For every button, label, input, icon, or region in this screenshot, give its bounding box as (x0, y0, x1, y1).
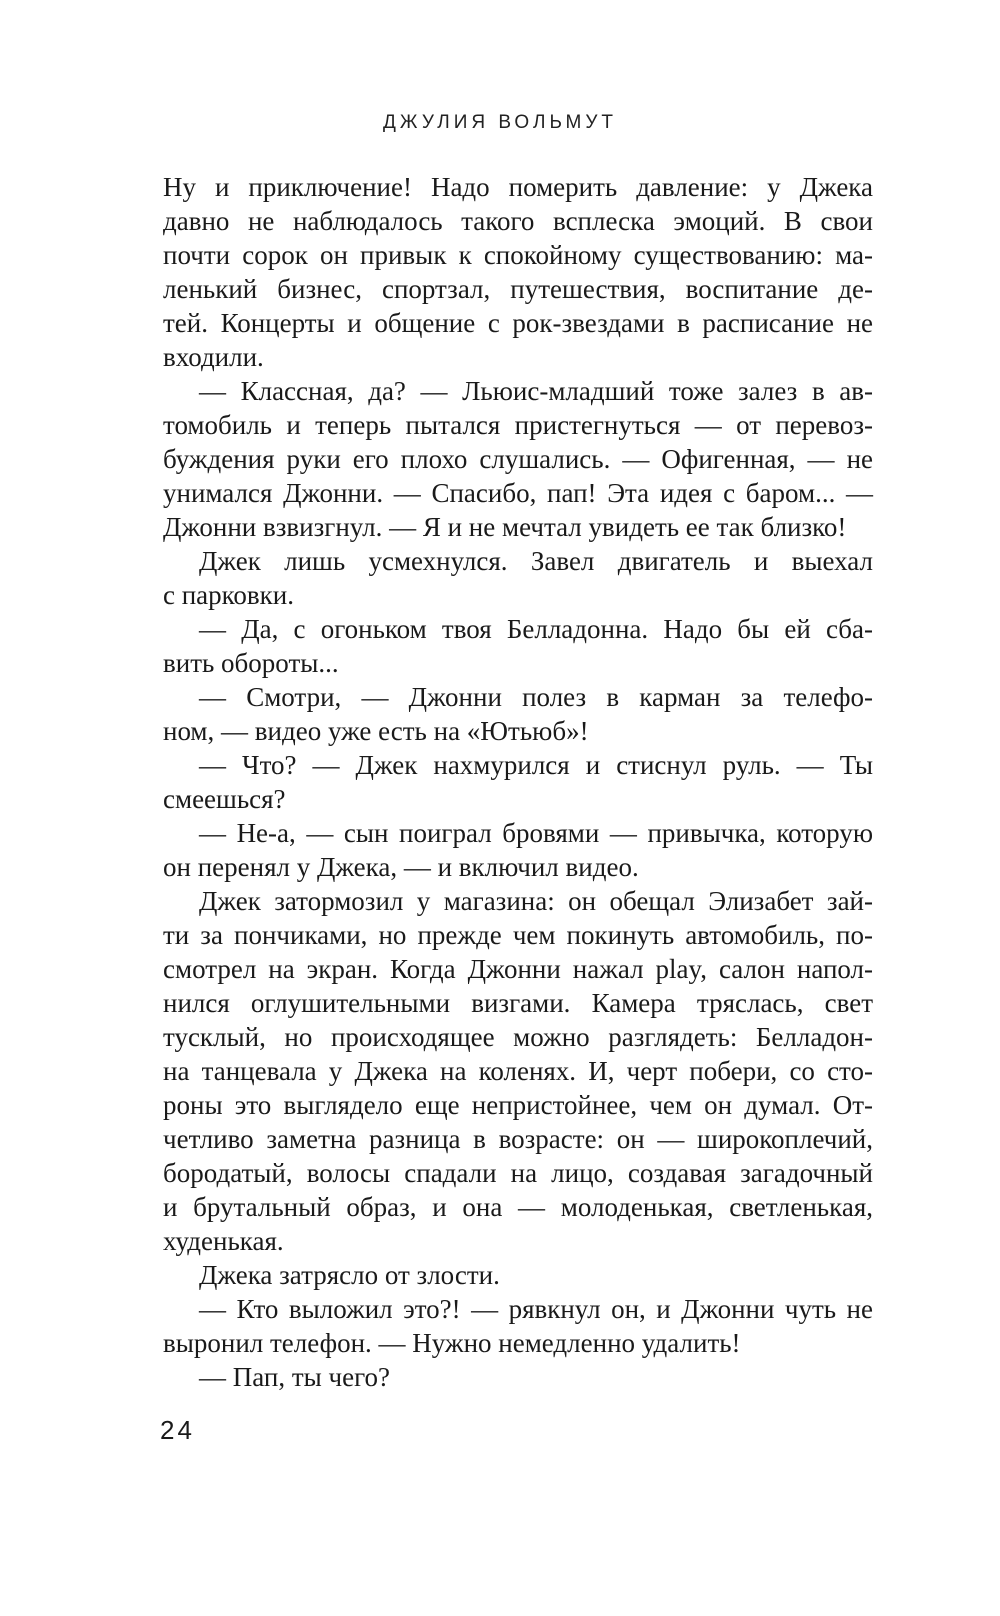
page-number: 24 (160, 1415, 195, 1445)
text-line: — Пап, ты чего? (199, 1362, 390, 1392)
text-line: почти сорок он привык к спокойному существованию: ма- (163, 240, 873, 270)
text-line: ти за пончиками, но прежде чем покинуть автомобиль, по- (163, 920, 873, 950)
text-line: роны это выглядело еще непристойнее, чем он думал. От- (163, 1090, 873, 1120)
text-line: нился оглушительными визгами. Камера тряслась, свет (163, 988, 873, 1018)
text-line: Джека затрясло от злости. (199, 1260, 500, 1290)
text-line: и брутальный образ, и она — молоденькая, светленькая, (163, 1192, 873, 1222)
running-head-author: ДЖУЛИЯ ВОЛЬМУТ (382, 112, 618, 133)
text-line: Джек лишь усмехнулся. Завел двигатель и выехал (199, 546, 873, 576)
text-line: Джек затормозил у магазина: он обещал Элизабет зай- (199, 886, 873, 916)
text-line: смотрел на экран. Когда Джонни нажал play, салон напол- (163, 954, 873, 984)
text-line: тусклый, но происходящее можно разглядеть: Белладон- (163, 1022, 873, 1052)
text-line: — Что? — Джек нахмурился и стиснул руль. — Ты (199, 750, 873, 780)
text-line: смеешься? (163, 784, 286, 814)
text-line: худенькая. (163, 1226, 284, 1256)
text-line: четливо заметна разница в возрасте: он — широкоплечий, (163, 1124, 873, 1154)
text-line: буждения руки его плохо слушались. — Офигенная, — не (163, 444, 873, 474)
text-line: выронил телефон. — Нужно немедленно удалить! (163, 1328, 741, 1358)
text-line: он перенял у Джека, — и включил видео. (163, 852, 639, 882)
body-text (163, 170, 873, 1394)
text-line: томобиль и теперь пытался пристегнуться — от перевоз- (163, 410, 873, 440)
text-line: Джонни взвизгнул. — Я и не мечтал увидеть ее так близко! (163, 512, 847, 542)
text-line: давно не наблюдалось такого всплеска эмоций. В свои (163, 206, 873, 236)
text-line: вить обороты... (163, 648, 339, 678)
text-line: унимался Джонни. — Спасибо, пап! Эта идея с баром... — (163, 478, 873, 508)
text-line: — Классная, да? — Льюис-младший тоже залез в ав- (199, 376, 873, 406)
text-line: Ну и приключение! Надо померить давление: у Джека (163, 172, 873, 202)
text-line: на танцевала у Джека на коленях. И, черт побери, со сто- (163, 1056, 873, 1086)
text-line: с парковки. (163, 580, 294, 610)
text-line: бородатый, волосы спадали на лицо, создавая загадочный (163, 1158, 873, 1188)
text-line: тей. Концерты и общение с рок-звездами в расписание не (163, 308, 873, 338)
text-line: — Смотри, — Джонни полез в карман за телефо- (199, 682, 873, 712)
text-line: — Кто выложил это?! — рявкнул он, и Джонни чуть не (199, 1294, 873, 1324)
text-line: входили. (163, 342, 264, 372)
text-line: ленький бизнес, спортзал, путешествия, воспитание де- (163, 274, 873, 304)
text-line: ном, — видео уже есть на «Ютьюб»! (163, 716, 589, 746)
text-line: — Не-а, — сын поиграл бровями — привычка, которую (199, 818, 873, 848)
text-line: — Да, с огоньком твоя Белладонна. Надо бы ей сба- (199, 614, 873, 644)
